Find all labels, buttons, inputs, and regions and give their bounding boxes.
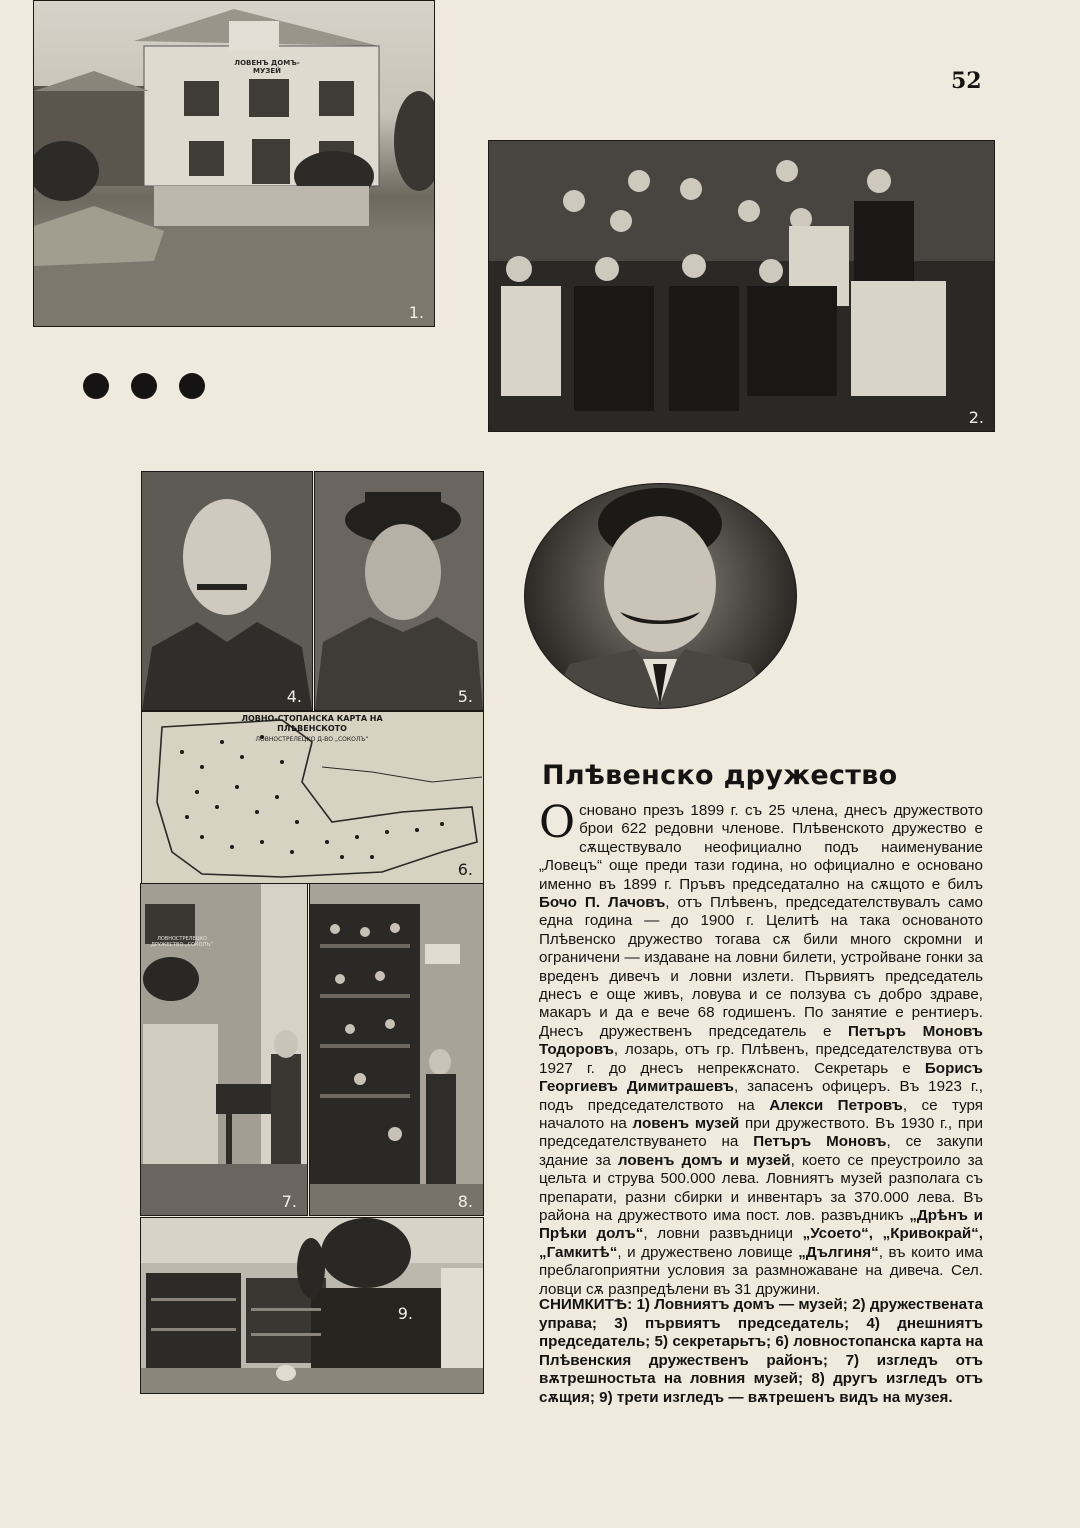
person-name: Петъръ Моновъ Тодоровъ <box>539 1022 984 1059</box>
body-text-segment: , запасенъ офицеръ. Въ 1923 г., подъ председателството на <box>539 1078 983 1114</box>
body-text-segment: , лозарь, отъ гр. Плѣвенъ, председателствува отъ 1927 г. до днесъ непрекѫснато. Секретарь е <box>539 1041 983 1077</box>
photo-number: 4. <box>286 687 302 706</box>
photo-hunting-map <box>141 711 484 884</box>
ornament-dot <box>83 373 109 399</box>
person-name: Бочо П. Лачовъ <box>539 894 666 912</box>
place-name: „Дрѣнъ и Прѣки долъ“ <box>539 1206 983 1243</box>
photo-number: 9. <box>397 1304 413 1323</box>
photo-number: 7. <box>281 1192 297 1211</box>
body-text-segment: сновано презъ 1899 г. съ 25 члена, днесъ дружеството брои 622 редовни членове. Плѣвенското дружество е сѫществувало неофициално подъ наименувание „Ловецъ“ още преди тази година, но официално е основано именно въ 1899 г. Пръвъ председатално на сѫщото е билъ <box>539 802 983 893</box>
article-body <box>539 797 984 1299</box>
map-title: ЛОВНО-СТОПАНСКА КАРТА НА ПЛѢВЕНСКОТО <box>241 714 383 733</box>
map-subtitle: ЛОВНОСТРЕЛЕЦКО Д-ВО „СОКОЛЪ“ <box>255 736 369 743</box>
article-headline: Плѣвенско дружество <box>542 760 898 791</box>
house-sign: ЛОВЕНЪ ДОМЪ-МУЗЕЙ <box>234 59 300 75</box>
body-text-segment: , въ които има преблагоприятни условия за размножаване на дивеча. Сел. ловци сѫ разпредѣлени въ 31 дружини. <box>539 1243 983 1298</box>
dropcap: О <box>539 797 576 848</box>
body-text-segment: , ловни развъдници <box>643 1225 803 1243</box>
person-name: Алекси Петровъ <box>769 1096 903 1114</box>
page-number: 52 <box>951 68 982 94</box>
photo-secretary <box>314 471 484 711</box>
museum-sign: ЛОВНОСТРЕЛЕЦКО ДРУЖЕСТВО „СОКОЛЪ“ <box>150 936 214 948</box>
photo-number: 6. <box>457 860 473 879</box>
body-text-segment: , се туря началото на <box>539 1096 984 1132</box>
photo-captions: СНИМКИТѢ: 1) Ловниятъ домъ — музей; 2) дружествената управа; 3) първиятъ председатель; 4) днешниятъ председатель; 5) секретарьтъ; 6) ловностопанска карта на Плѣвенския дружественъ районъ; 7) изгледъ отъ вѫтрешностьта на ловния музей; 8) другъ изгледъ отъ сѫщия; 9) трети изгледъ — вѫтрешенъ видъ на музея. <box>539 1296 983 1406</box>
photo-first-chairman <box>524 483 797 709</box>
photo-number: 8. <box>457 1192 473 1211</box>
body-text-segment: , се закупи здание за <box>539 1133 983 1169</box>
emphasis: ловенъ музей <box>632 1114 740 1132</box>
body-text-segment: , и дружествено ловище <box>617 1243 799 1261</box>
photo-current-chairman <box>141 471 313 711</box>
person-name: Петъръ Моновъ <box>753 1133 887 1151</box>
ornament-dot <box>179 373 205 399</box>
photo-society-board <box>488 140 995 432</box>
photo-number: 5. <box>457 687 473 706</box>
emphasis: ловенъ домъ и музей <box>617 1151 791 1169</box>
photo-number: 2. <box>968 408 984 427</box>
photo-museum-interior-1 <box>140 883 308 1216</box>
photo-number: 1. <box>408 303 424 322</box>
photo-museum-interior-3 <box>140 1217 484 1394</box>
photo-museum-interior-2 <box>309 883 484 1216</box>
photo-hunting-house <box>33 0 435 327</box>
ornament-dot <box>131 373 157 399</box>
place-name: „Усоето“, „Кривокрай“, „Гамкитѣ“ <box>539 1225 983 1261</box>
person-name: Борисъ Георгиевъ Димитрашевъ <box>539 1059 983 1096</box>
body-text-segment: , отъ Плѣвенъ, председателствувалъ само една година — до 1900 г. Целитѣ на така основаното Плѣвенско дружество тогава сѫ били много скромни и ограничени — издаване на ловни билети, устройване гонки за вреденъ дивечъ и ловни излети. Първиятъ председатель днесъ е още живъ, ловува и се ползува съ добро здраве, макаръ и да е вече 68 годишенъ. По занятие е рентиеръ. Днесъ дружественъ председатель е <box>539 894 984 1040</box>
photo-number: 3. <box>734 685 750 704</box>
place-name: „Дългиня“ <box>798 1243 879 1261</box>
body-text-segment: при дружеството. Въ 1930 г., при председателствуването на <box>539 1114 984 1151</box>
body-text-segment: , което се преустроило за цельта и струва 500.000 лева. Ловниятъ музей разполага съ препарати, разни сбирки и инвентаръ за 370.000 лева. Въ района на дружеството има пост. лов. развъдникъ <box>539 1151 984 1224</box>
